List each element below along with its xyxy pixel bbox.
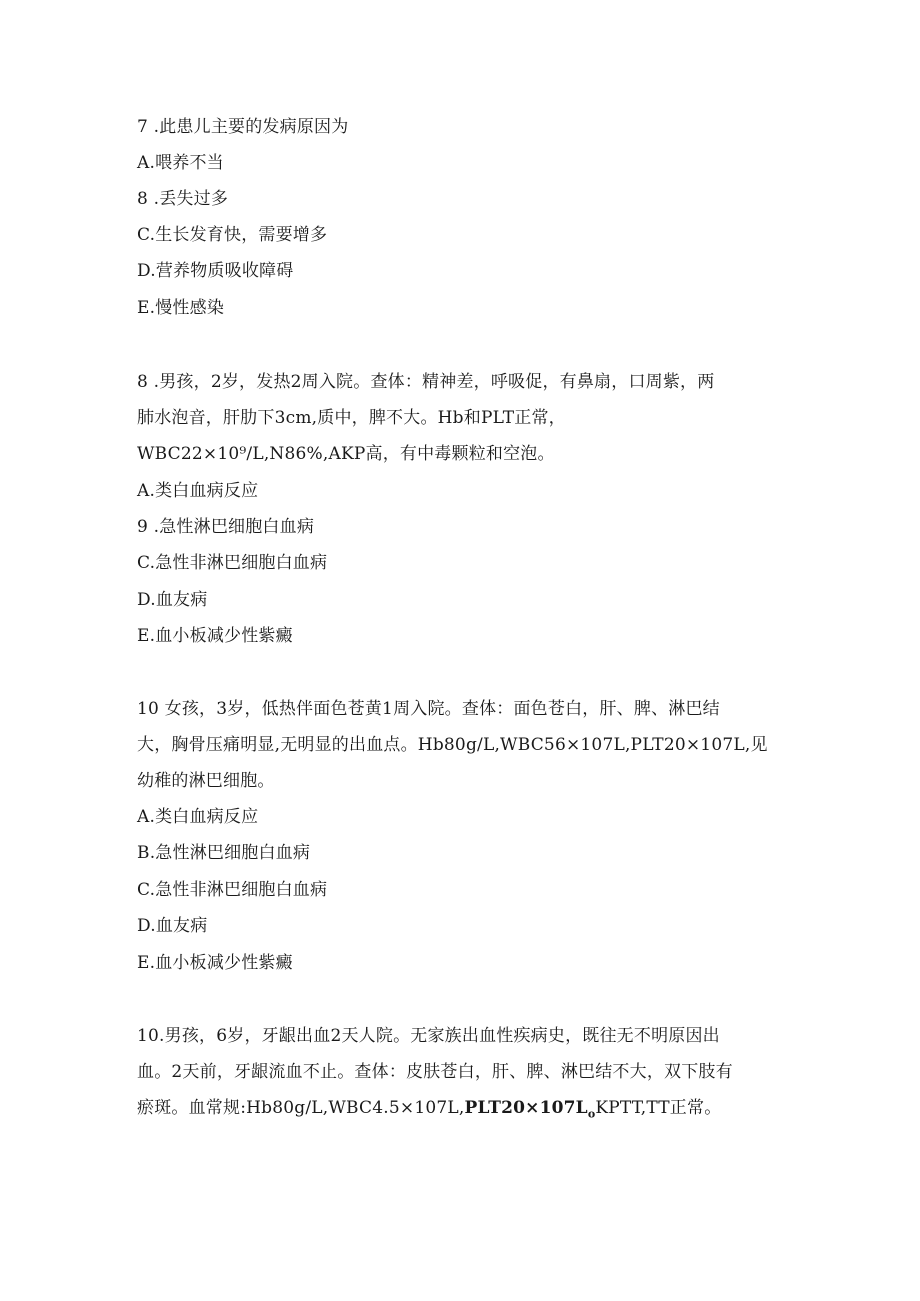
question-7-option-e: E.慢性感染 xyxy=(137,298,225,318)
question-10a-option-d: D.血友病 xyxy=(137,916,208,936)
question-10a-stem-line-1: 10 女孩，3岁，低热伴面色苍黄1周入院。查体：面色苍白，肝、脾、淋巴结 xyxy=(137,699,720,719)
question-10b-plt-value: PLT20×107L xyxy=(464,1098,588,1118)
question-8-option-c: C.急性非淋巴细胞白血病 xyxy=(137,553,328,573)
question-10a-stem-line-2: 大，胸骨压痛明显,无明显的出血点。Hb80g/L,WBC56×107L,PLT20×107L,见 xyxy=(137,735,768,755)
question-10a-option-a: A.类白血病反应 xyxy=(137,807,259,827)
question-10a-option-c: C.急性非淋巴细胞白血病 xyxy=(137,880,328,900)
question-8-option-b: 9 .急性淋巴细胞白血病 xyxy=(137,517,315,537)
question-10b-stem-line-3 xyxy=(137,1097,721,1125)
question-10b-stem-line-1: 10.男孩，6岁，牙龈出血2天人院。无家族出血性疾病史，既往无不明原因出 xyxy=(137,1026,720,1046)
question-7-option-b: 8 .丢失过多 xyxy=(137,189,229,209)
question-8-option-a: A.类白血病反应 xyxy=(137,481,259,501)
question-7-option-d: D.营养物质吸收障碍 xyxy=(137,261,294,281)
question-10a-option-b: B.急性淋巴细胞白血病 xyxy=(137,843,311,863)
question-10b-subscript: o xyxy=(587,1107,596,1121)
question-10a-stem-line-3: 幼稚的淋巴细胞。 xyxy=(137,771,275,791)
question-10b-stem-line-3-part-a: 瘀斑。血常规:Hb80g/L,WBC4.5×107L, xyxy=(137,1098,465,1118)
question-8-stem-line-2: 肺水泡音，肝肋下3cm,质中，脾不大。Hb和PLT正常， xyxy=(137,408,566,428)
question-7-option-a: A.喂养不当 xyxy=(137,153,224,173)
question-8-option-e: E.血小板减少性紫癜 xyxy=(137,626,293,646)
question-8-stem-line-3: WBC22×10⁹/L,N86%,AKP高，有中毒颗粒和空泡。 xyxy=(137,444,555,464)
question-10b-stem-line-3-part-b: KPTT,TT正常。 xyxy=(595,1098,722,1118)
question-10b-stem-line-2: 血。2天前，牙龈流血不止。查体：皮肤苍白，肝、脾、淋巴结不大，双下肢有 xyxy=(137,1062,733,1082)
question-10a-option-e: E.血小板减少性紫癜 xyxy=(137,953,293,973)
question-7-stem: 7 .此患儿主要的发病原因为 xyxy=(137,117,349,137)
question-8-option-d: D.血友病 xyxy=(137,590,208,610)
question-8-stem-line-1: 8 .男孩，2岁，发热2周入院。查体：精神差，呼吸促，有鼻扇，口周紫，两 xyxy=(137,372,715,392)
question-7-option-c: C.生长发育快，需要增多 xyxy=(137,225,328,245)
